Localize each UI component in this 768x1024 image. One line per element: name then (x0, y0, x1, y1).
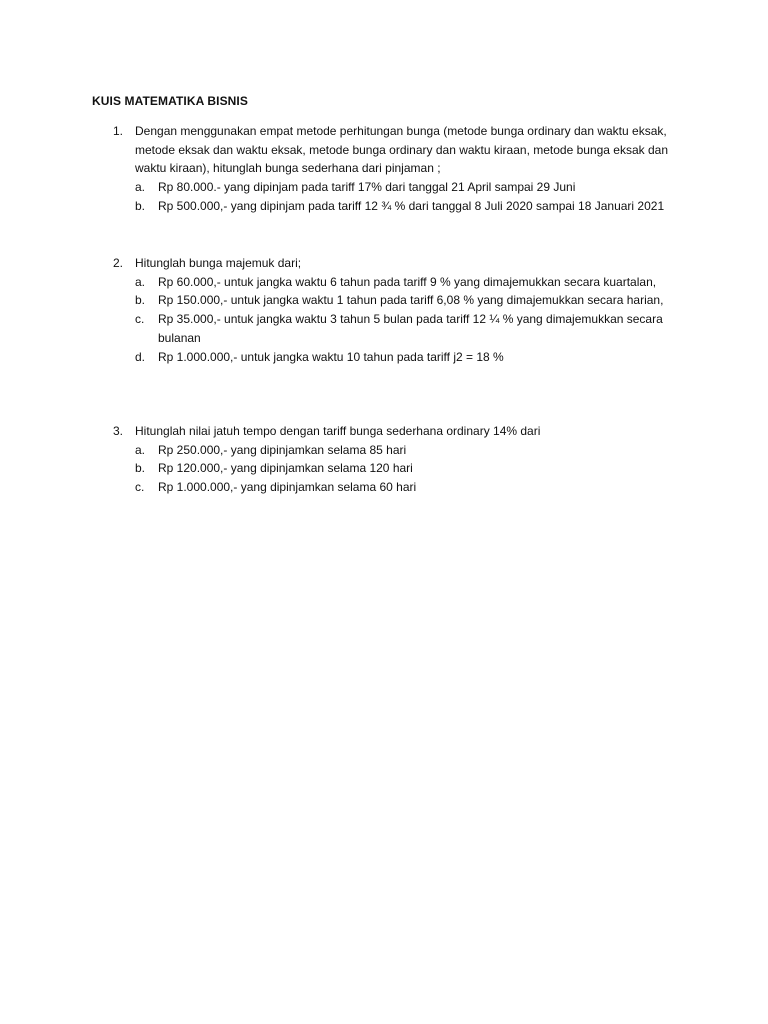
item-text: Rp 60.000,- untuk jangka waktu 6 tahun pada tariff 9 % yang dimajemukkan secara kuartalan, (158, 274, 657, 289)
question-row (92, 254, 692, 273)
list-item (92, 178, 692, 197)
item-text: Rp 250.000,- yang dipinjamkan selama 85 hari (158, 442, 407, 457)
question-1-items (92, 178, 692, 215)
item-label: c. (135, 312, 145, 327)
question-text: Hitunglah nilai jatuh tempo dengan tariff bunga sederhana ordinary 14% dari (135, 424, 541, 438)
item-label: a. (135, 180, 146, 195)
list-item (92, 459, 692, 478)
item-label: d. (135, 349, 146, 364)
item-text: Rp 1.000.000,- yang dipinjamkan selama 60 hari (158, 480, 417, 495)
question-text: Dengan menggunakan empat metode perhitungan bunga (metode bunga ordinary dan waktu eksak, metode eksak dan waktu eksak, metode bunga ordinary dan waktu kiraan, metode bunga eksak dan waktu kiraan), hitunglah bunga sederhana dari pinjaman ; (135, 124, 668, 176)
document-title: KUIS MATEMATIKA BISNIS (92, 94, 248, 108)
question-number: 2. (113, 256, 124, 270)
item-text: Rp 120.000,- yang dipinjamkan selama 120 hari (158, 461, 413, 476)
question-number: 3. (113, 424, 124, 438)
item-text: Rp 150.000,- untuk jangka waktu 1 tahun pada tariff 6,08 % yang dimajemukkan secara harian, (158, 293, 664, 308)
question-text: Hitunglah bunga majemuk dari; (135, 256, 302, 270)
list-item (92, 310, 692, 347)
question-3 (92, 422, 692, 497)
list-item (92, 273, 692, 292)
question-row (92, 122, 692, 178)
item-text: Rp 500.000,- yang dipinjam pada tariff 12 ¾ % dari tanggal 8 Juli 2020 sampai 18 Januari 2021 (158, 198, 665, 213)
item-label: c. (135, 480, 145, 495)
question-3-items (92, 441, 692, 497)
question-1 (92, 122, 692, 216)
list-item (92, 441, 692, 460)
item-label: b. (135, 293, 146, 308)
item-text: Rp 1.000.000,- untuk jangka waktu 10 tahun pada tariff j2 = 18 % (158, 349, 504, 364)
item-label: b. (135, 461, 146, 476)
list-item (92, 478, 692, 497)
question-number: 1. (113, 124, 124, 138)
list-item (92, 197, 692, 216)
item-text: Rp 35.000,- untuk jangka waktu 3 tahun 5 bulan pada tariff 12 ¼ % yang dimajemukkan secara bulanan (158, 312, 663, 345)
question-row (92, 422, 692, 441)
item-label: a. (135, 442, 146, 457)
item-label: a. (135, 274, 146, 289)
list-item (92, 348, 692, 367)
question-2 (92, 254, 692, 366)
item-text: Rp 80.000.- yang dipinjam pada tariff 17% dari tanggal 21 April sampai 29 Juni (158, 180, 576, 195)
question-2-items (92, 273, 692, 367)
item-label: b. (135, 198, 146, 213)
list-item (92, 291, 692, 310)
